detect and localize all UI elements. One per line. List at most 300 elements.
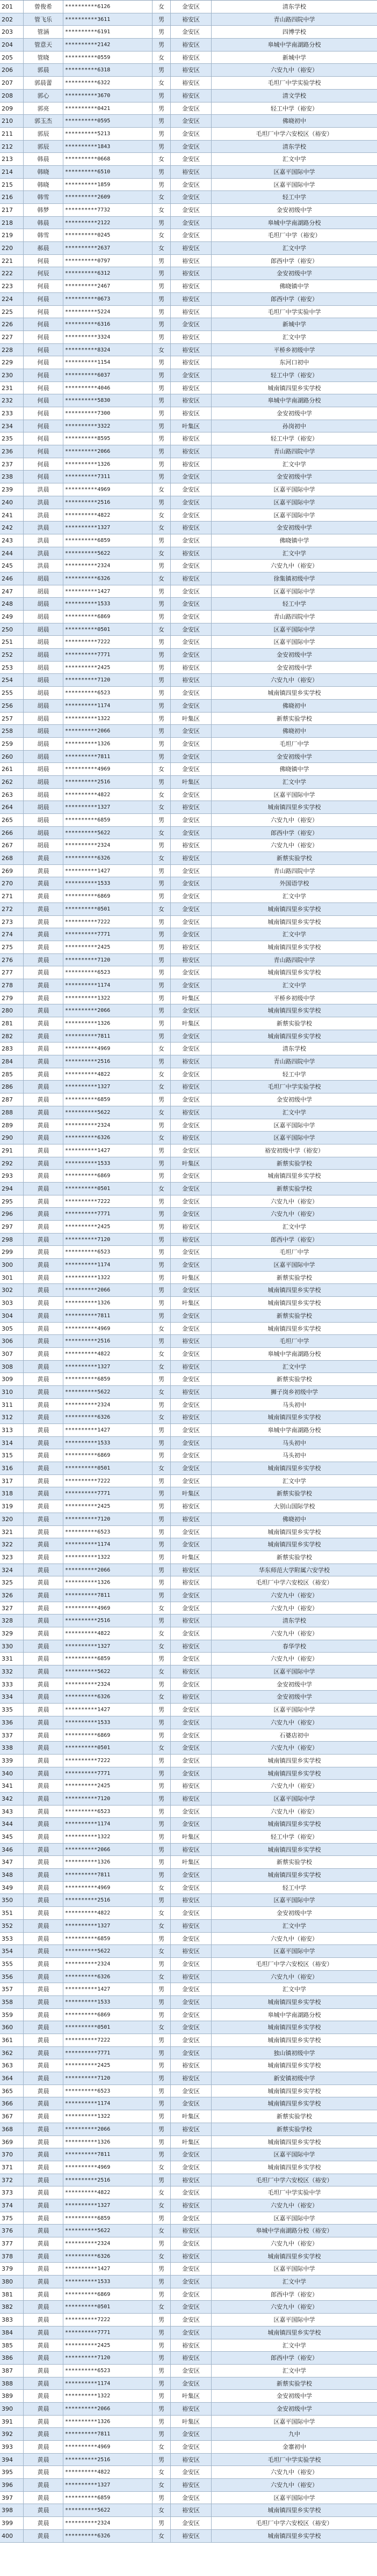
id-number-cell: **********2425 [63,2059,153,2072]
student-name-cell: 黄晨 [24,2390,63,2402]
row-number-cell: 310 [0,1386,24,1398]
student-name-cell: 黄晨 [24,2034,63,2046]
row-number-cell: 369 [0,2136,24,2148]
district-cell: 裕安区 [171,166,212,178]
school-cell: 轻工中学 [282,194,306,201]
row-number-cell: 389 [0,2390,24,2402]
id-number-cell: **********2066 [63,1844,153,1856]
student-name-cell: 何晨 [24,394,63,407]
id-number-cell: **********6869 [63,1449,153,1462]
student-name-cell: 胡晨 [24,623,63,636]
id-number-cell: **********2425 [63,1221,153,1233]
district-cell: 金安区 [171,1678,212,1691]
row-number-cell: 384 [0,2327,24,2339]
row-number-cell: 238 [0,471,24,483]
row-number-cell: 253 [0,662,24,674]
id-number-cell: **********4969 [63,1602,153,1614]
district-cell: 裕安区 [171,2454,212,2466]
student-name-cell: 黄晨 [24,1157,63,1170]
gender-cell: 男 [153,738,171,750]
school-cell: 城南镇四里乡实学校 [267,1528,321,1536]
gender-cell: 女 [153,573,171,585]
student-name-cell: 黄晨 [24,1081,63,1093]
school-cell: 区嘉平国际中学 [273,2265,315,2273]
school-cell: 汇文中学 [282,2278,306,2286]
gender-cell: 女 [153,1742,171,1754]
district-cell: 金安区 [171,1907,212,1919]
student-name-cell: 何晨 [24,356,63,369]
table-row [0,687,377,700]
row-number-cell: 227 [0,331,24,343]
id-number-cell: **********2467 [63,280,153,292]
gender-cell: 女 [153,1665,171,1678]
table-row [0,1564,377,1577]
student-name-cell: 黄晨 [24,2416,63,2428]
table-row [0,1716,377,1729]
table-row [0,394,377,407]
school-cell: 六安九中（裕安） [271,2303,318,2311]
student-name-cell: 黄晨 [24,1386,63,1398]
student-name-cell: 黄晨 [24,2466,63,2478]
row-number-cell: 350 [0,1894,24,1906]
row-number-cell: 241 [0,509,24,522]
gender-cell: 男 [153,2034,171,2046]
gender-cell: 女 [153,1907,171,1919]
student-name-cell: 黄晨 [24,2352,63,2364]
district-cell: 金安区 [171,877,212,890]
gender-cell: 男 [153,2517,171,2529]
student-name-cell: 洪晨 [24,509,63,522]
table-row [0,2021,377,2034]
student-name-cell: 何晨 [24,445,63,458]
student-name-cell: 胡晨 [24,611,63,623]
district-cell: 叶集区 [171,2390,212,2402]
district-cell: 金安区 [171,636,212,648]
table-row [0,39,377,52]
id-number-cell: **********1427 [63,2263,153,2275]
id-number-cell: **********6126 [63,1,153,13]
school-cell: 毛坦厂中学六安校区（裕安） [256,130,333,137]
table-row [0,1627,377,1640]
row-number-cell: 344 [0,1818,24,1830]
row-number-cell: 218 [0,217,24,229]
table-row [0,649,377,662]
gender-cell: 女 [153,1882,171,1894]
student-name-cell: 黄晨 [24,1627,63,1640]
id-number-cell: **********7811 [63,1310,153,1322]
row-number-cell: 390 [0,2403,24,2415]
student-name-cell: 韩晨 [24,217,63,229]
gender-cell: 男 [153,1093,171,1106]
table-row [0,1043,377,1055]
row-number-cell: 398 [0,2504,24,2516]
row-number-cell: 399 [0,2517,24,2529]
gender-cell: 男 [153,1983,171,1995]
gender-cell: 男 [153,2148,171,2161]
row-number-cell: 258 [0,725,24,737]
row-number-cell: 271 [0,890,24,902]
id-number-cell: **********4969 [63,483,153,496]
id-number-cell: **********2066 [63,445,153,458]
school-cell: 金安初级中学 [277,753,312,760]
table-row [0,344,377,357]
district-cell: 金安区 [171,179,212,191]
district-cell: 金安区 [171,141,212,153]
gender-cell: 男 [153,1780,171,1792]
district-cell: 裕安区 [171,293,212,305]
school-cell: 东河口初中 [279,359,309,366]
id-number-cell: **********5224 [63,306,153,318]
table-row [0,496,377,509]
school-cell: 六安九中（裕安） [271,1210,318,1218]
gender-cell: 女 [153,763,171,775]
gender-cell: 女 [153,1361,171,1373]
gender-cell: 女 [153,153,171,165]
district-cell: 裕安区 [171,1106,212,1119]
gender-cell: 男 [153,293,171,305]
table-row [0,1996,377,2009]
table-row [0,1614,377,1627]
id-number-cell: **********1326 [63,2416,153,2428]
gender-cell: 男 [153,1208,171,1220]
gender-cell: 女 [153,1183,171,1195]
gender-cell: 男 [153,141,171,153]
table-row [0,1144,377,1157]
district-cell: 金安区 [171,2009,212,2021]
school-cell: 六安九中（裕安） [271,1604,318,1612]
school-cell: 新蔡实验学校 [277,1376,312,1383]
school-cell: 毛坦厂中学实验学校 [267,1083,321,1091]
school-cell: 平桥乡初级中学 [273,346,315,354]
table-row [0,1780,377,1793]
row-number-cell: 314 [0,1437,24,1449]
row-number-cell: 239 [0,483,24,496]
student-name-cell: 黄晨 [24,1894,63,1906]
table-row [0,2186,377,2199]
table-row [0,1513,377,1526]
school-cell: 城南镇四里乡实学校 [267,2532,321,2540]
id-number-cell: **********7120 [63,954,153,966]
table-row [0,547,377,560]
row-number-cell: 321 [0,1526,24,1538]
school-cell: 新蔡实验学校 [277,715,312,722]
student-name-cell: 韩晓 [24,179,63,191]
gender-cell: 男 [153,751,171,763]
district-cell: 金安区 [171,1284,212,1296]
gender-cell: 男 [153,1310,171,1322]
id-number-cell: **********0668 [63,153,153,165]
id-number-cell: **********7222 [63,1195,153,1208]
school-cell: 轻工中学（裕安） [271,371,318,379]
district-cell: 裕安区 [171,1386,212,1398]
district-cell: 裕安区 [171,2479,212,2491]
gender-cell: 女 [153,789,171,801]
gender-cell: 女 [153,1348,171,1360]
row-number-cell: 234 [0,420,24,432]
row-number-cell: 295 [0,1195,24,1208]
district-cell: 裕安区 [171,1500,212,1513]
district-cell: 裕安区 [171,280,212,292]
district-cell: 裕安区 [171,2123,212,2135]
id-number-cell: **********1427 [63,1704,153,1716]
row-number-cell: 262 [0,776,24,788]
district-cell: 金安区 [171,1589,212,1602]
table-row [0,1844,377,1856]
student-name-cell: 黄晨 [24,2097,63,2110]
school-cell: 城南镇四里乡实学校 [267,1325,321,1332]
student-name-cell: 黄晨 [24,1487,63,1500]
district-cell: 裕安区 [171,2225,212,2237]
gender-cell: 男 [153,2136,171,2148]
gender-cell: 女 [153,1602,171,1614]
student-name-cell: 黄晨 [24,1017,63,1030]
row-number-cell: 299 [0,1246,24,1258]
district-cell: 金安区 [171,369,212,381]
table-row [0,1767,377,1780]
student-name-cell: 黄晨 [24,1144,63,1157]
district-cell: 裕安区 [171,64,212,76]
id-number-cell: **********2609 [63,191,153,203]
district-cell: 裕安区 [171,2339,212,2352]
gender-cell: 女 [153,1068,171,1081]
row-number-cell: 296 [0,1208,24,1220]
row-number-cell: 330 [0,1640,24,1653]
id-number-cell: **********1327 [63,2479,153,2491]
school-cell: 城南镇四里乡实学校 [267,1007,321,1015]
table-row [0,1119,377,1132]
table-row [0,1132,377,1144]
district-cell: 金安区 [171,2517,212,2529]
row-number-cell: 400 [0,2530,24,2542]
student-name-cell: 何晨 [24,331,63,343]
district-cell: 叶集区 [171,2110,212,2123]
id-number-cell: **********6326 [63,852,153,864]
school-cell: 城南镇四里乡实学校 [267,804,321,811]
school-cell: 金安初级中学 [277,1680,312,1688]
table-row [0,356,377,369]
id-number-cell: **********1327 [63,1920,153,1932]
table-row [0,90,377,102]
table-row [0,102,377,115]
gender-cell: 男 [153,2352,171,2364]
district-cell: 金安区 [171,1806,212,1818]
id-number-cell: **********2425 [63,1780,153,1792]
table-row [0,1983,377,1996]
table-row [0,2479,377,2492]
school-cell: 六安九中（裕安） [271,1630,318,1637]
student-name-cell: 胡晨 [24,713,63,725]
district-cell: 金安区 [171,2466,212,2478]
gender-cell: 男 [153,687,171,699]
id-number-cell: **********6523 [63,1806,153,1818]
gender-cell: 女 [153,483,171,496]
district-cell: 金安区 [171,2365,212,2377]
school-cell: 青山路四院中学 [273,867,315,875]
gender-cell: 男 [153,2416,171,2428]
student-name-cell: 郭亮 [24,102,63,115]
id-number-cell: **********4822 [63,789,153,801]
id-number-cell: **********8595 [63,432,153,445]
school-cell: 城南镇四里乡实学校 [267,1770,321,1777]
gender-cell: 女 [153,1627,171,1640]
school-cell: 青山路四院中学 [273,448,315,456]
id-number-cell: **********4822 [63,1627,153,1640]
id-number-cell: **********4969 [63,763,153,775]
gender-cell: 女 [153,623,171,636]
id-number-cell: **********2425 [63,941,153,953]
gender-cell: 男 [153,2428,171,2440]
district-cell: 金安区 [171,534,212,547]
gender-cell: 女 [153,2441,171,2453]
district-cell: 裕安区 [171,1920,212,1932]
gender-cell: 女 [153,2161,171,2174]
row-number-cell: 229 [0,356,24,369]
table-row [0,52,377,64]
district-cell: 金安区 [171,1208,212,1220]
table-row [0,1882,377,1895]
table-row [0,141,377,153]
student-name-cell: 黄晨 [24,1259,63,1271]
district-cell: 裕安区 [171,547,212,560]
school-cell: 城南镇四里乡实学校 [267,943,321,951]
school-cell: 区嘉平国际中学 [273,1795,315,1802]
school-cell: 城南镇四里乡实学校 [267,1032,321,1040]
id-number-cell: **********5622 [63,2504,153,2516]
student-name-cell: 黄晨 [24,1564,63,1576]
school-cell: 城南镇四里乡实学校 [267,1172,321,1180]
school-cell: 新城中学 [282,321,306,328]
district-cell: 裕安区 [171,2530,212,2542]
table-row [0,1055,377,1068]
gender-cell: 男 [153,2009,171,2021]
table-row [0,941,377,954]
district-cell: 裕安区 [171,2174,212,2186]
student-name-cell: 黄晨 [24,1170,63,1182]
row-number-cell: 205 [0,52,24,64]
table-row [0,2034,377,2047]
row-number-cell: 343 [0,1806,24,1818]
gender-cell: 男 [153,1704,171,1716]
student-name-cell: 胡晨 [24,801,63,813]
row-number-cell: 336 [0,1716,24,1729]
district-cell: 裕安区 [171,1081,212,1093]
district-cell: 金安区 [171,827,212,839]
school-cell: 城南镇四里乡实学校 [267,689,321,697]
student-name-cell: 黄晨 [24,1030,63,1043]
id-number-cell: **********5622 [63,1386,153,1398]
school-cell: 佛晓初中 [282,702,306,709]
school-cell: 毛坦厂中学 [279,1338,309,1345]
district-cell: 裕安区 [171,839,212,852]
gender-cell: 男 [153,1564,171,1576]
gender-cell: 男 [153,1170,171,1182]
school-cell: 平桥乡初级中学 [273,994,315,1002]
gender-cell: 男 [153,2377,171,2390]
row-number-cell: 289 [0,1119,24,1132]
gender-cell: 女 [153,2199,171,2212]
district-cell: 金安区 [171,928,212,941]
school-cell: 青山路四院中学 [273,16,315,23]
gender-cell: 男 [153,1958,171,1970]
id-number-cell: **********7120 [63,1234,153,1246]
id-number-cell: **********7811 [63,1589,153,1602]
table-row [0,623,377,636]
school-cell: 毛坦厂中学 [279,740,309,747]
gender-cell: 男 [153,1195,171,1208]
district-cell: 金安区 [171,115,212,127]
student-name-cell: 洪晨 [24,534,63,547]
gender-cell: 男 [153,255,171,267]
school-cell: 清东学校 [282,3,306,10]
student-name-cell: 胡晨 [24,789,63,801]
id-number-cell: **********2516 [63,1335,153,1347]
school-cell: 城南镇四里乡实学校 [267,2507,321,2514]
district-cell: 裕安区 [171,432,212,445]
school-cell: 汇文中学 [282,460,306,468]
school-cell: 六安九中（裕安） [271,562,318,570]
student-name-cell: 黄晨 [24,1602,63,1614]
district-cell: 裕安区 [171,522,212,534]
table-row [0,1869,377,1882]
district-cell: 金安区 [171,1449,212,1462]
gender-cell: 女 [153,2021,171,2034]
district-cell: 裕安区 [171,2352,212,2364]
student-name-cell: 黄晨 [24,1323,63,1335]
school-cell: 石婆店初中 [279,1731,309,1739]
school-cell: 皋城中学南湖路分校 [267,1350,321,1357]
row-number-cell: 381 [0,2288,24,2301]
id-number-cell: **********5622 [63,547,153,560]
id-number-cell: **********6869 [63,2009,153,2021]
gender-cell: 女 [153,77,171,89]
row-number-cell: 268 [0,852,24,864]
student-name-cell: 黄晨 [24,2339,63,2352]
row-number-cell: 215 [0,179,24,191]
gender-cell: 女 [153,1920,171,1932]
row-number-cell: 396 [0,2479,24,2491]
table-row [0,1920,377,1933]
school-cell: 区嘉平国际中学 [273,791,315,798]
table-row [0,483,377,496]
id-number-cell: **********0501 [63,1462,153,1474]
district-cell: 裕安区 [171,1361,212,1373]
student-name-cell: 黄晨 [24,1869,63,1881]
id-number-cell: **********6523 [63,1246,153,1258]
gender-cell: 男 [153,839,171,852]
table-row [0,458,377,471]
gender-cell: 男 [153,700,171,712]
id-number-cell: **********1533 [63,877,153,890]
id-number-cell: **********1174 [63,1259,153,1271]
student-name-cell: 黄晨 [24,2110,63,2123]
gender-cell: 男 [153,1234,171,1246]
gender-cell: 女 [153,191,171,203]
school-cell: 区嘉平国际中学 [273,626,315,633]
id-number-cell: **********2516 [63,1055,153,1068]
id-number-cell: **********1843 [63,141,153,153]
school-cell: 城南镇四里乡实学校 [267,918,321,926]
district-cell: 叶集区 [171,1831,212,1843]
school-cell: 皋城中学南湖路分校 [267,2011,321,2019]
district-cell: 金安区 [171,1653,212,1665]
district-cell: 裕安区 [171,2403,212,2415]
gender-cell: 男 [153,636,171,648]
school-cell: 区嘉平国际中学 [273,588,315,595]
school-cell: 城南镇四里乡实学校 [267,2252,321,2260]
gender-cell: 男 [153,1284,171,1296]
row-number-cell: 273 [0,916,24,928]
student-name-cell: 黄晨 [24,1691,63,1703]
